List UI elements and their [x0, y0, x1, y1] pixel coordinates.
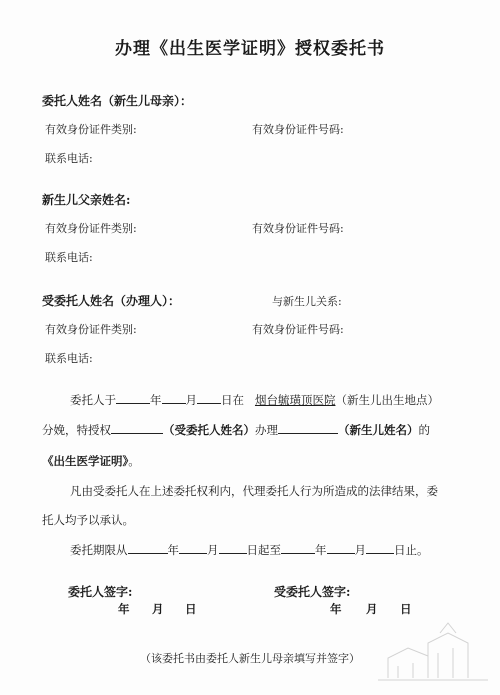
footer-note: （该委托书由委托人新生儿母亲填写并签字）	[140, 652, 360, 665]
from-year-text: 年	[167, 543, 179, 557]
hospital-name: 烟台毓璜顶医院	[254, 393, 336, 407]
agent-id-number-label: 有效身份证件号码:	[252, 323, 344, 336]
legal-consequence-line-1: 凡由受委托人在上述委托权利内，代理委托人行为所造成的法律结果，委	[70, 484, 438, 498]
watermark-sketch-icon	[378, 618, 488, 688]
father-id-number-label: 有效身份证件号码:	[252, 222, 344, 235]
from-month-text: 月	[207, 543, 219, 557]
to-month-blank[interactable]	[327, 542, 355, 554]
principal-sign-month: 月	[152, 602, 164, 616]
father-name-heading: 新生儿父亲姓名:	[42, 193, 131, 207]
of-text: 的	[418, 423, 430, 437]
day-at-text: 日在	[221, 393, 244, 407]
birth-year-blank[interactable]	[116, 392, 150, 404]
agent-signature-label: 受委托人签字:	[274, 585, 351, 599]
agent-sign-day: 日	[400, 602, 412, 616]
certificate-name: 《出生医学证明》	[42, 454, 129, 468]
period-text: 。	[128, 454, 140, 468]
period-from-text: 委托期限从	[70, 543, 128, 557]
from-year-blank[interactable]	[128, 542, 168, 554]
agent-name-blank[interactable]	[111, 422, 163, 434]
legal-consequence-line-2: 托人均予以承认。	[42, 513, 134, 527]
authorization-line-2	[42, 422, 430, 438]
birth-day-blank[interactable]	[197, 392, 221, 404]
authorization-line-1	[70, 392, 439, 408]
to-day-end-text: 日止。	[394, 543, 429, 557]
agent-sign-month: 月	[366, 602, 378, 616]
baby-name-blank[interactable]	[278, 422, 338, 434]
to-year-text: 年	[315, 543, 327, 557]
principal-sign-day: 日	[185, 602, 197, 616]
agent-name-heading: 受委托人姓名（办理人）：	[42, 294, 181, 308]
father-phone-label: 联系电话:	[45, 251, 93, 264]
document-title: 办理《出生医学证明》授权委托书	[115, 39, 385, 59]
principal-on-text: 委托人于	[70, 393, 116, 407]
principal-signature-label: 委托人签字:	[68, 585, 133, 599]
father-id-type-label: 有效身份证件类别:	[45, 222, 137, 235]
mother-phone-label: 联系电话:	[45, 152, 93, 165]
from-day-blank[interactable]	[219, 542, 247, 554]
agent-relation-label: 与新生儿关系:	[272, 295, 342, 308]
to-month-text: 月	[354, 543, 366, 557]
mother-name-heading: 委托人姓名（新生儿母亲）：	[42, 94, 193, 108]
year-text: 年	[150, 393, 162, 407]
handle-text: 办理	[255, 423, 278, 437]
month-text: 月	[185, 393, 197, 407]
from-month-blank[interactable]	[179, 542, 207, 554]
mother-id-type-label: 有效身份证件类别:	[45, 123, 137, 136]
agent-sign-year: 年	[330, 602, 342, 616]
agent-name-label: （受委托人姓名）	[163, 423, 255, 437]
agent-phone-label: 联系电话:	[45, 352, 93, 365]
baby-name-label: （新生儿姓名）	[338, 423, 419, 437]
to-year-blank[interactable]	[281, 542, 315, 554]
mother-id-number-label: 有效身份证件号码:	[252, 123, 344, 136]
authorization-line-3	[42, 453, 140, 469]
birth-month-blank[interactable]	[162, 392, 186, 404]
birthplace-note: （新生儿出生地点）	[335, 393, 439, 407]
to-day-blank[interactable]	[366, 542, 394, 554]
principal-sign-year: 年	[118, 602, 130, 616]
from-day-to-text: 日起至	[246, 543, 281, 557]
delivery-authorize-text: 分娩，特授权	[42, 423, 111, 437]
authorization-period-line	[70, 542, 429, 558]
agent-id-type-label: 有效身份证件类别:	[45, 323, 137, 336]
